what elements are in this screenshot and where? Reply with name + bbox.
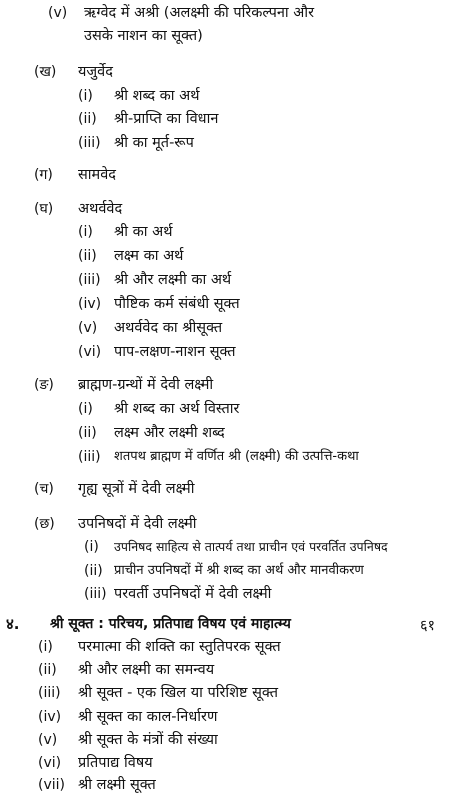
- item-marker: (iii): [84, 586, 107, 602]
- item-marker: (iii): [78, 449, 101, 465]
- item-text: श्री सूक्त का काल-निर्धारण: [78, 709, 218, 725]
- section-title: उपनिषदों में देवी लक्ष्मी: [78, 516, 197, 532]
- section-marker: (घ): [34, 201, 54, 217]
- item-text: श्री का अर्थ: [114, 224, 173, 240]
- item-text: प्रतिपाद्य विषय: [78, 755, 153, 771]
- item-text: श्री और लक्ष्मी का समन्वय: [78, 662, 215, 678]
- item-text: अथर्ववेद का श्रीसूक्त: [114, 320, 223, 336]
- item-marker: (v): [38, 732, 58, 748]
- item-marker: (iii): [78, 135, 101, 151]
- item-marker: (iii): [78, 272, 101, 288]
- item-text: श्री शब्द का अर्थ विस्तार: [114, 401, 240, 417]
- section-title: सामवेद: [78, 167, 116, 183]
- section-marker: (ख): [34, 64, 57, 80]
- item-text: श्री और लक्ष्मी का अर्थ: [114, 272, 232, 288]
- item-marker: (v): [48, 5, 68, 21]
- item-text: परवर्ती उपनिषदों में देवी लक्ष्मी: [114, 586, 272, 602]
- item-marker: (i): [78, 401, 93, 417]
- item-text: पौष्टिक कर्म संबंधी सूक्त: [114, 296, 240, 312]
- item-marker: (ii): [38, 662, 57, 678]
- section-marker: (ङ): [34, 377, 54, 393]
- item-text: श्री लक्ष्मी सूक्त: [78, 777, 156, 793]
- chapter-number: ४.: [6, 615, 20, 633]
- item-marker: (ii): [78, 425, 97, 441]
- item-text: उपनिषद साहित्य से तात्पर्य तथा प्राचीन एवं परवर्तित उपनिषद: [114, 539, 388, 554]
- item-marker: (v): [78, 320, 98, 336]
- item-marker: (i): [84, 539, 99, 555]
- item-text: श्री सूक्त के मंत्रों की संख्या: [78, 732, 218, 748]
- item-marker: (vi): [78, 344, 102, 360]
- section-title: ब्राह्मण-ग्रन्थों में देवी लक्ष्मी: [78, 377, 214, 393]
- item-text: शतपथ ब्राह्मण में वर्णित श्री (लक्ष्मी) की उत्पत्ति-कथा: [114, 449, 359, 464]
- item-text: प्राचीन उपनिषदों में श्री शब्द का अर्थ और मानवीकरण: [114, 563, 364, 578]
- item-marker: (i): [78, 88, 93, 104]
- item-marker: (i): [38, 639, 53, 655]
- section-marker: (छ): [34, 516, 55, 532]
- item-text: श्री शब्द का अर्थ: [114, 88, 200, 104]
- section-title: गृह्य सूत्रों में देवी लक्ष्मी: [78, 481, 195, 497]
- section-marker: (ग): [34, 167, 53, 183]
- item-marker: (vii): [38, 777, 65, 793]
- chapter-title: श्री सूक्त : परिचय, प्रतिपाद्य विषय एवं माहात्म्य: [50, 616, 291, 632]
- item-marker: (i): [78, 224, 93, 240]
- section-title: अथर्ववेद: [78, 201, 123, 217]
- section-marker: (च): [34, 481, 54, 497]
- item-text: श्री का मूर्त-रूप: [114, 135, 194, 151]
- item-marker: (ii): [84, 563, 103, 579]
- item-marker: (iv): [38, 709, 62, 725]
- item-marker: (iii): [38, 685, 61, 701]
- item-marker: (vi): [38, 755, 62, 771]
- item-marker: (iv): [78, 296, 102, 312]
- item-text: पाप-लक्षण-नाशन सूक्त: [114, 344, 236, 360]
- item-text: लक्ष्म का अर्थ: [114, 248, 184, 264]
- item-text: लक्ष्म और लक्ष्मी शब्द: [114, 425, 225, 441]
- item-marker: (ii): [78, 111, 97, 127]
- item-text-continued: उसके नाशन का सूक्त): [84, 28, 203, 44]
- item-text: ऋग्वेद में अश्री (अलक्ष्मी की परिकल्पना और: [84, 5, 315, 21]
- section-title: यजुर्वेद: [78, 64, 113, 80]
- chapter-page-number: ६१: [420, 618, 436, 634]
- item-marker: (ii): [78, 248, 97, 264]
- item-text: श्री सूक्त - एक खिल या परिशिष्ट सूक्त: [78, 685, 278, 701]
- item-text: श्री-प्राप्ति का विधान: [114, 111, 219, 127]
- item-text: परमात्मा की शक्ति का स्तुतिपरक सूक्त: [78, 639, 281, 655]
